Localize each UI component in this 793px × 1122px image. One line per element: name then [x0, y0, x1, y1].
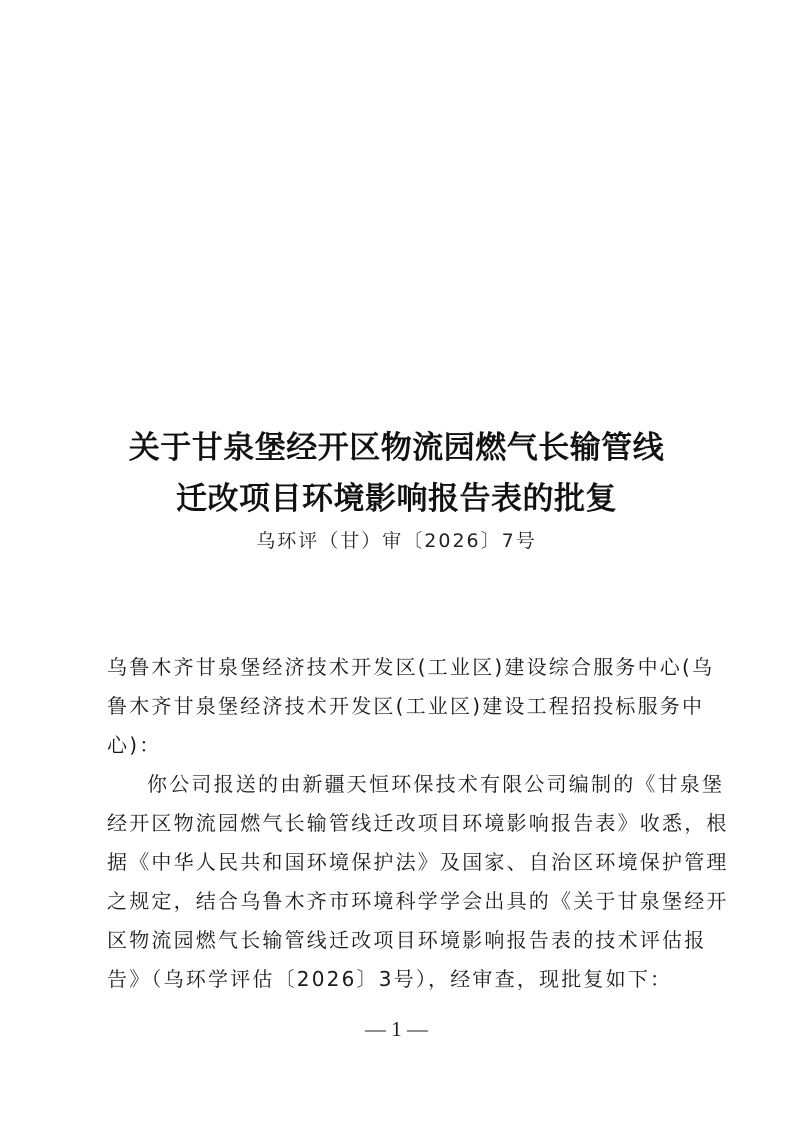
document-number: 乌环评（甘）审〔2026〕7号	[256, 530, 537, 552]
addressee-line: 鲁木齐甘泉堡经济技术开发区(工业区)建设工程招投标服务中	[107, 694, 705, 718]
addressee-line: 乌鲁木齐甘泉堡经济技术开发区(工业区)建设综合服务中心(乌	[107, 655, 715, 679]
document-title-line-2: 迁改项目环境影响报告表的批复	[176, 481, 617, 517]
body-line: 经开区物流园燃气长输管线迁改项目环境影响报告表》收悉，根	[107, 811, 729, 835]
body-line: 告》（乌环学评估〔2026〕3号），经审查，现批复如下：	[107, 967, 673, 991]
addressee-line: 心)：	[107, 733, 162, 757]
body-line: 之规定，结合乌鲁木齐市环境科学学会出具的《关于甘泉堡经开	[107, 889, 729, 913]
body-line: 你公司报送的由新疆天恒环保技术有限公司编制的《甘泉堡	[147, 772, 725, 796]
body-line: 据《中华人民共和国环境保护法》及国家、自治区环境保护管理	[107, 850, 729, 874]
document-title-line-1: 关于甘泉堡经开区物流园燃气长输管线	[128, 430, 665, 466]
body-line: 区物流园燃气长输管线迁改项目环境影响报告表的技术评估报	[107, 928, 707, 952]
page-number: — 1 —	[365, 1017, 428, 1041]
